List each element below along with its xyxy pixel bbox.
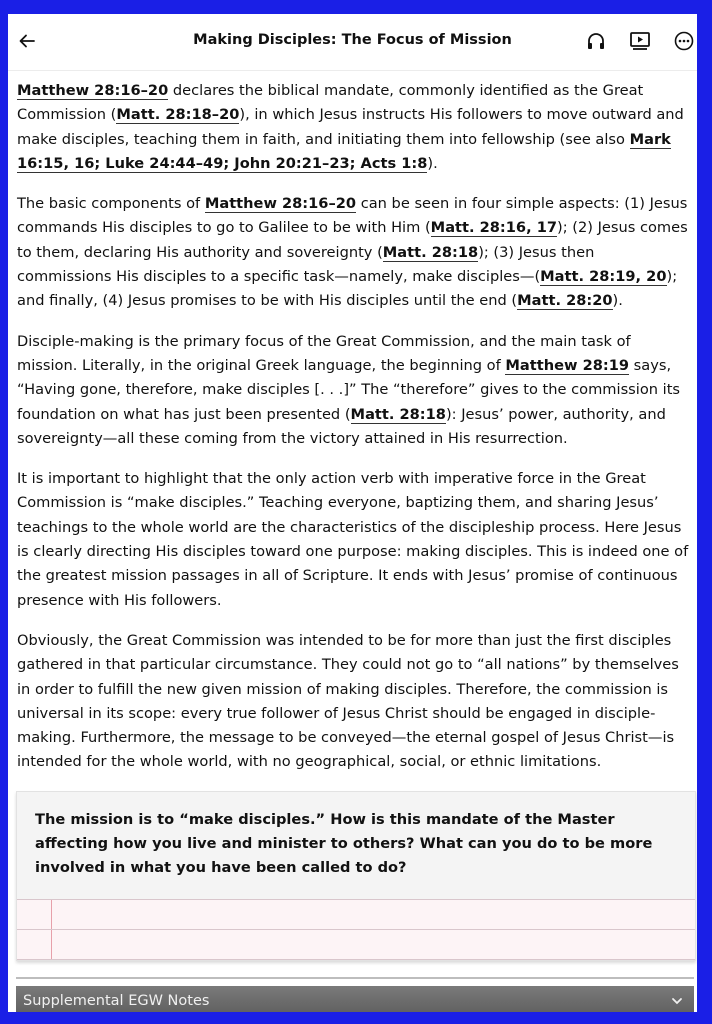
paragraph-5: Obviously, the Great Commission was intended to be for more than just the first disciples gathered in that particular circumstance. They could not go to “all nations” by themselves in order to fulfill the new given mission of making disciples. Therefore, the commission is universal in its scope: every true follower of Jesus Christ should be engaged in disciple-making. Furthermore, the message to be conveyed—the eternal gospel of Jesus Christ—is intended for the whole world, with no geographical, social, or ethnic limitations.: [17, 631, 679, 771]
scripture-link[interactable]: Matt. 28:16, 17: [430, 219, 558, 237]
page-title: Making Disciples: The Focus of Mission: [193, 32, 512, 48]
play-box-icon: [629, 30, 651, 52]
text-run: ).: [427, 154, 438, 172]
paragraph-2: [17, 192, 689, 313]
scripture-link[interactable]: Matt. 28:20: [517, 292, 613, 310]
discussion-question-box: [16, 791, 696, 961]
answer-notes-area[interactable]: [17, 899, 695, 960]
scripture-link[interactable]: Matthew 28:16–20: [204, 195, 357, 213]
paragraph-4: It is important to highlight that the only action verb with imperative force in the Great Commission is “make disciples.” Teaching everyone, baptizing them, and sharing Jesus’ teachings to the whole world are the characteristics of the discipleship process. Here Jesus is clearly directing His disciples toward one purpose: making disciples. This is indeed one of the greatest mission passages in all of Scripture. It ends with Jesus’ promise of continuous presence with His followers.: [17, 470, 689, 609]
paragraph-3: [17, 330, 689, 451]
more-button[interactable]: [672, 29, 696, 53]
headphones-icon: [585, 30, 607, 52]
text-run: ): Jesus’ power, authority, and sovereignty—all these coming from the victory attained in His resurrection.: [17, 405, 666, 447]
paragraph-1: [17, 79, 689, 176]
text-run: ); (3) Jesus then commissions His disciples to a specific task—namely, make disciples—(: [17, 243, 595, 286]
scripture-link[interactable]: Matthew 28:19: [505, 356, 630, 374]
app-frame: [8, 14, 697, 1012]
scripture-link[interactable]: Matt. 28:19, 20: [540, 268, 667, 286]
answer-line[interactable]: [17, 929, 695, 960]
chevron-down-icon: [670, 994, 684, 1008]
scripture-link[interactable]: Mark 16:15, 16; Luke 24:44–49; John 20:21–23; Acts 1:8: [17, 130, 671, 172]
discussion-question: The mission is to “make disciples.” How is this mandate of the Master affecting how you live and minister to others? What can you do to be more involved in what you have been called to do?: [35, 810, 653, 877]
video-button[interactable]: [628, 29, 652, 53]
scripture-link[interactable]: Matthew 28:16–20: [17, 82, 169, 99]
text-run: ), in which Jesus instructs His followers to move outward and make disciples, teaching them in faith, and initiating them into fellowship (see also: [17, 106, 684, 148]
lesson-body: [8, 71, 697, 775]
more-horizontal-icon: [673, 30, 695, 52]
top-bar: [8, 14, 697, 71]
text-run: ); (2) Jesus comes to them, declaring His authority and sovereignty (: [17, 219, 688, 261]
text-run: says, “Having gone, therefore, make disciples [. . .]” The “therefore” gives to the commission its foundation on what has just been presented (: [17, 356, 681, 423]
text-run: declares the biblical mandate, commonly identified as the Great Commission (: [17, 82, 644, 124]
scripture-link[interactable]: Matt. 28:18: [350, 405, 446, 423]
text-run: ).: [612, 292, 623, 310]
text-run: ); and finally, (4) Jesus promises to be with His disciples until the end (: [17, 268, 678, 310]
text-run: Disciple-making is the primary focus of the Great Commission, and the main task of mission. Literally, in the original Greek language, the beginning of: [17, 332, 631, 374]
audio-button[interactable]: [584, 29, 608, 53]
answer-line[interactable]: [17, 899, 695, 929]
text-run: The basic components of: [17, 195, 205, 213]
supplemental-notes-toggle[interactable]: [16, 986, 694, 1012]
back-button[interactable]: [14, 28, 40, 54]
text-run: can be seen in four simple aspects: (1) Jesus commands His disciples to go to Galilee to be with Him (: [17, 195, 688, 237]
scripture-link[interactable]: Matt. 28:18–20: [116, 106, 240, 124]
supplemental-notes-label: Supplemental EGW Notes: [23, 993, 210, 1009]
section-divider: [16, 977, 694, 979]
scripture-link[interactable]: Matt. 28:18: [382, 243, 479, 261]
arrow-left-icon: [18, 32, 36, 50]
